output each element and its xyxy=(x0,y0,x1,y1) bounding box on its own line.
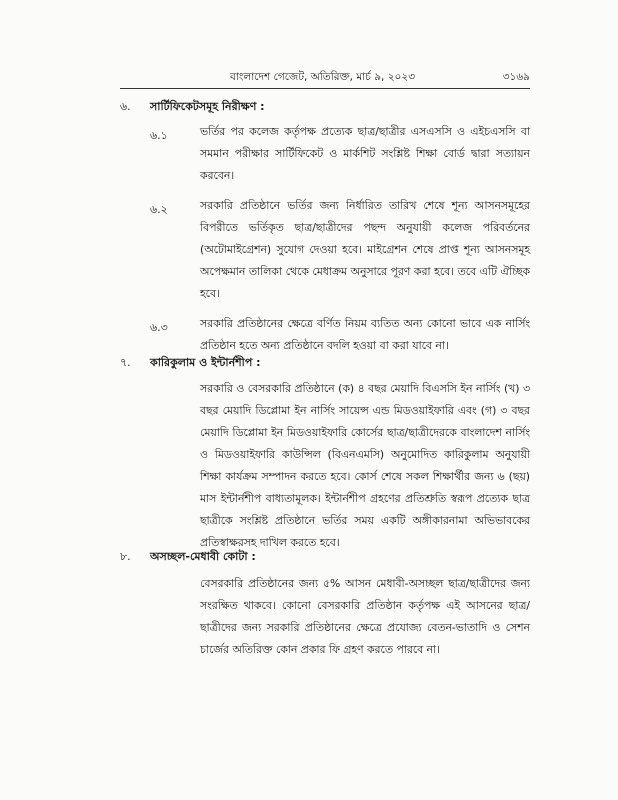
section-6-title: সার্টিফিকেটসমূহ নিরীক্ষণ : xyxy=(150,100,265,113)
item-6-3-text: সরকারি প্রতিষ্ঠানের ক্ষেত্রে বর্ণিত নিয়ম ব্যতিত অন্য কোনো ভাবে এক নার্সিং প্রতিষ্ঠান হতে অন্য প্রতিষ্ঠানে বদলি হওয়া বা করা যাবে না। xyxy=(200,317,530,352)
section-7-text: সরকারি ও বেসরকারি প্রতিষ্ঠানে (ক) ৪ বছর মেয়াদি বিএসসি ইন নার্সিং (খ) ৩ বছর মেয়াদি ডিপ্লোমা ইন নার্সিং সায়েন্স এন্ড মিডওয়াইফারি এবং (গ) ৩ বছর মেয়াদি ডিপ্লোমা ইন মিডওয়াইফারি কোর্সের ছাত্র/ছাত্রীদেরকে বাংলাদেশ নার্সিং ও মিডওয়াইফারি কাউন্সিল (বিএনএমসি) অনুমোদিত কারিকুলাম অনুযায়ী শিক্ষা কার্যক্রম সম্পাদন করতে হবে। কোর্স শেষে সকল শিক্ষার্থীর জন্য ৬ (ছয়) মাস ইন্টার্নশীপ বাধ্যতামূলক। ইন্টার্নশীপ গ্রহণের প্রতিশ্রুতি স্বরূপ প্রত্যেক ছাত্র ছাত্রীকে সংশ্লিষ্ট প্রতিষ্ঠানে ভর্তির সময় একটি অঙ্গীকারনামা অভিভাবকের প্রতিস্বাক্ষরসহ দাখিল করতে হবে। xyxy=(200,382,530,549)
section-8-text: বেসরকারি প্রতিষ্ঠানের জন্য ৫% আসন মেধাবী-অসচ্ছল ছাত্র/ছাত্রীদের জন্য সংরক্ষিত থাকবে। কোনো বেসরকারি প্রতিষ্ঠান কর্তৃপক্ষ এই আসনের ছাত্র/ছাত্রীদের জন্য সরকারি প্রতিষ্ঠানের ক্ষেত্রে প্রযোজ্য বেতন-ভাতাদি ও সেশন চার্জের অতিরিক্ত কোন প্রকার ফি গ্রহণ করতে পারবে না। xyxy=(200,577,530,656)
header-divider xyxy=(120,88,530,89)
section-8-title: অসচ্ছল-মেধাবী কোটা : xyxy=(150,550,256,563)
section-8-number: ৮. xyxy=(120,550,131,563)
item-6-3-number: ৬.৩ xyxy=(150,321,168,334)
section-6-number: ৬. xyxy=(120,100,131,113)
item-6-2-number: ৬.২ xyxy=(150,203,168,216)
gazette-title: বাংলাদেশ গেজেট, অতিরিক্ত, মার্চ ৯, ২০২৩ xyxy=(230,71,416,83)
section-7-title: কারিকুলাম ও ইন্টার্নশীপ : xyxy=(150,356,261,369)
item-6-2-text: সরকারি প্রতিষ্ঠানে ভর্তির জন্য নির্ধারিত তারিখ শেষে শূন্য আসনসমূহের বিপরীতে ভর্তিকৃত ছাত্র/ছাত্রীদের পছন্দ অনুযায়ী কলেজ পরিবর্তনের (অটোমাইগ্রেশন) সুযোগ দেওয়া হবে। মাইগ্রেশন শেষে প্রাপ্ত শূন্য আসনসমূহ অপেক্ষমান তালিকা থেকে মেধাক্রম অনুসারে পূরণ করা হবে। তবে এটি ঐচ্ছিক হবে। xyxy=(200,199,530,300)
item-6-1-text: ভর্তির পর কলেজ কর্তৃপক্ষ প্রত্যেক ছাত্র/ছাত্রীর এসএসসি ও এইচএসসি বা সমমান পরীক্ষার সার্টিফিকেট ও মার্কশিট সংশ্লিষ্ট শিক্ষা বোর্ড দ্বারা সত্যায়ন করবেন। xyxy=(200,125,530,182)
section-7-number: ৭. xyxy=(120,356,131,369)
item-6-1-number: ৬.১ xyxy=(150,129,168,142)
page-number: ৩১৬৯ xyxy=(502,71,530,83)
page-header xyxy=(120,66,530,86)
